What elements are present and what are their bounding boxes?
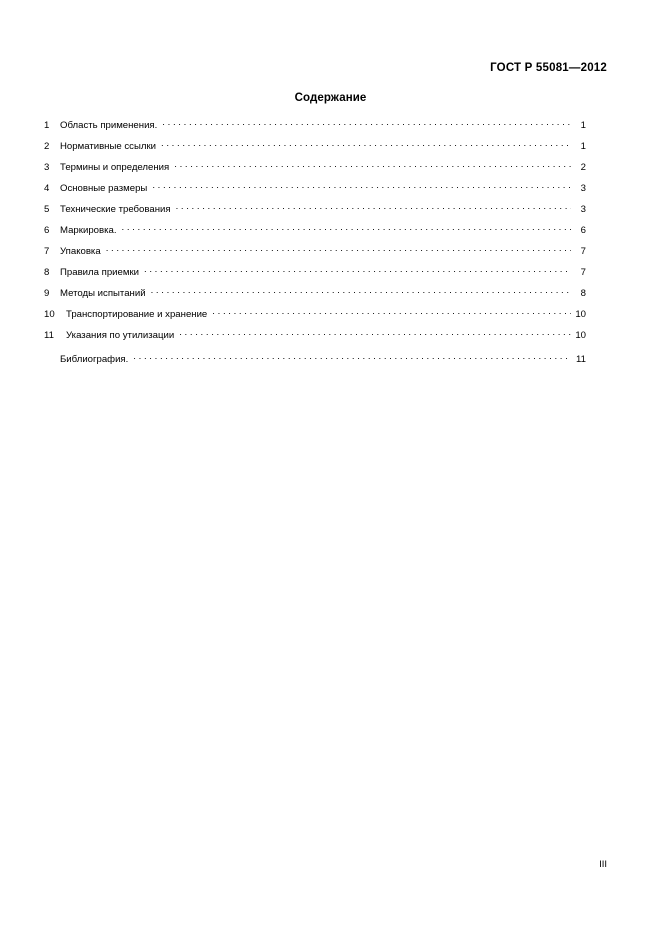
toc-item-label: Упаковка	[60, 246, 101, 257]
toc-leader-dots	[151, 286, 571, 296]
toc-leader-dots	[179, 328, 571, 338]
toc-item-number: 6	[44, 225, 50, 236]
list-item[interactable]	[44, 160, 586, 181]
list-item[interactable]	[44, 307, 586, 328]
list-item[interactable]	[44, 223, 586, 244]
list-item[interactable]	[44, 244, 586, 265]
list-item[interactable]	[44, 328, 586, 349]
toc-item-page: 1	[580, 120, 586, 131]
toc-item-label: Маркировка.	[60, 225, 117, 236]
toc-item-page: 6	[580, 225, 586, 236]
footer-page-number: III	[599, 859, 607, 870]
toc-item-number: 4	[44, 183, 50, 194]
page-title: Содержание	[294, 92, 367, 104]
toc-item-label: Методы испытаний	[60, 288, 146, 299]
list-item[interactable]	[44, 265, 586, 286]
toc-item-page: 1	[580, 141, 586, 152]
toc-leader-dots	[106, 244, 571, 254]
toc-leader-dots	[122, 223, 571, 233]
toc-item-label: Нормативные ссылки	[60, 141, 157, 152]
toc-item-number: 5	[44, 204, 50, 215]
toc-item-label: Указания по утилизации	[66, 330, 175, 341]
toc-item-number: 10	[44, 309, 55, 320]
toc-item-number: 7	[44, 246, 50, 257]
list-item[interactable]	[44, 286, 586, 307]
toc-leader-dots	[212, 307, 571, 317]
toc-leader-dots	[174, 160, 571, 170]
toc-item-page: 2	[580, 162, 586, 173]
toc-leader-dots	[144, 265, 571, 275]
toc-leader-dots	[133, 352, 571, 362]
toc-item-number: 1	[44, 120, 50, 131]
toc-item-label: Технические требования	[60, 204, 171, 215]
toc-item-page: 8	[580, 288, 586, 299]
list-item[interactable]	[44, 202, 586, 223]
toc-item-number: 3	[44, 162, 50, 173]
toc-item-number: 11	[44, 330, 54, 341]
toc-leader-dots	[161, 139, 571, 149]
toc-item-page: 3	[580, 204, 586, 215]
toc-item-page: 10	[575, 309, 586, 320]
toc-item-label: Библиография.	[60, 354, 129, 365]
toc-item-page: 11	[576, 354, 586, 365]
list-item[interactable]	[44, 118, 586, 139]
toc-item-label: Основные размеры	[60, 183, 148, 194]
toc-item-page: 10	[575, 330, 586, 341]
toc-item-label: Транспортирование и хранение	[66, 309, 208, 320]
toc-item-number: 9	[44, 288, 50, 299]
toc-leader-dots	[152, 181, 571, 191]
toc-item-number: 8	[44, 267, 50, 278]
standard-code-header: ГОСТ Р 55081—2012	[490, 62, 607, 74]
toc-item-page: 7	[580, 267, 586, 278]
toc-item-page: 3	[580, 183, 586, 194]
toc-item-label: Термины и определения	[60, 162, 170, 173]
toc-item-label: Правила приемки	[60, 267, 139, 278]
toc-item-number: 2	[44, 141, 50, 152]
toc-leader-dots	[176, 202, 571, 212]
toc-item-page: 7	[580, 246, 586, 257]
list-item[interactable]	[44, 139, 586, 160]
toc-item-label: Область применения.	[60, 120, 158, 131]
list-item[interactable]	[44, 181, 586, 202]
list-item[interactable]	[44, 352, 586, 373]
toc-leader-dots	[162, 118, 571, 128]
table-of-contents	[44, 118, 586, 373]
